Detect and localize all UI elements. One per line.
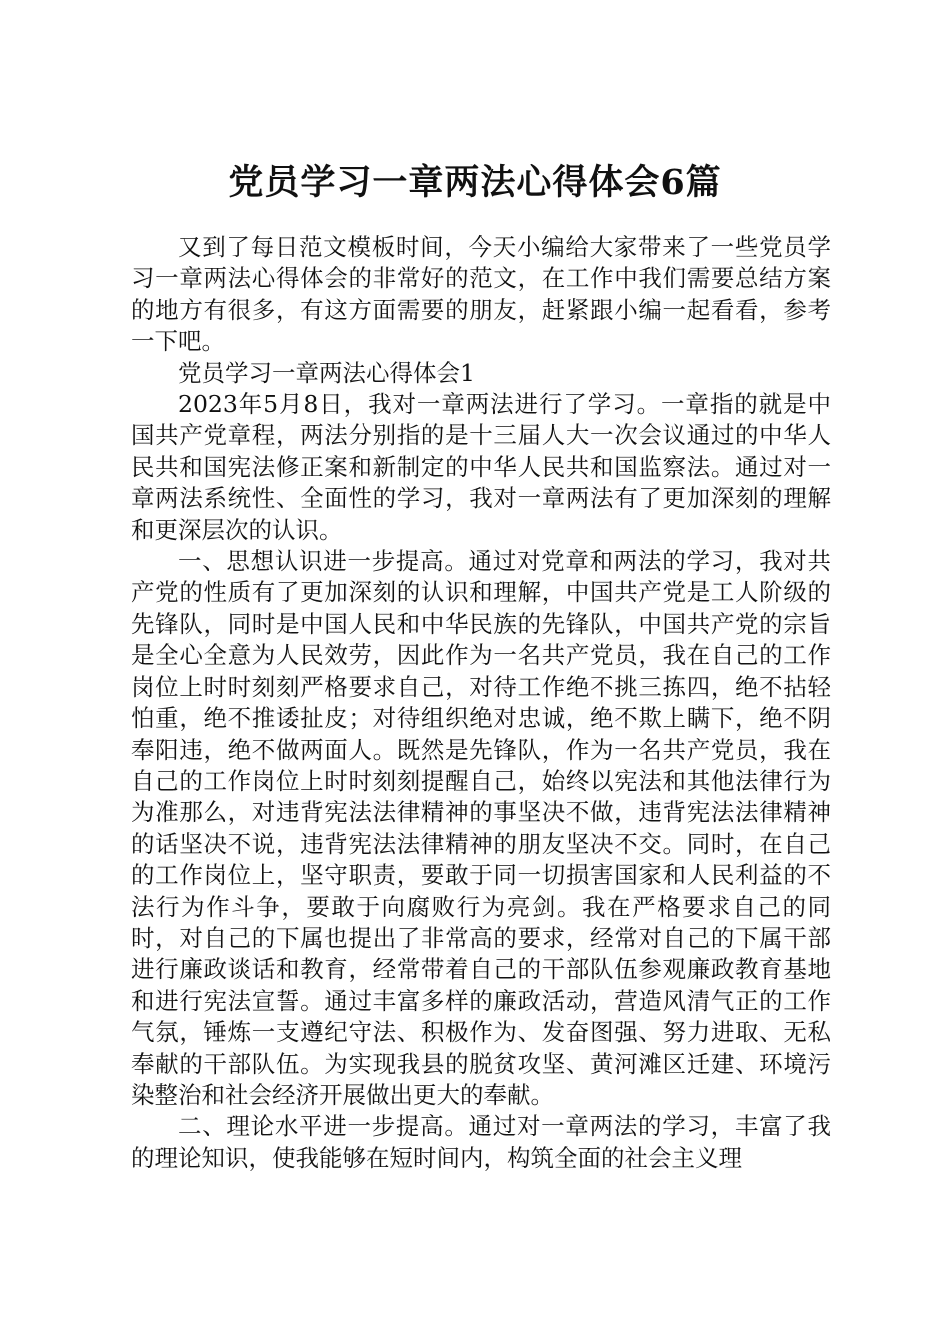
section-heading: 党员学习一章两法心得体会1 [178,358,475,387]
body-paragraph: 二、理论水平进一步提高。通过对一章两法的学习，丰富了我的理论知识，使我能够在短时间内，构筑全面的社会主义理 [131,1112,831,1172]
intro-paragraph: 又到了每日范文模板时间，今天小编给大家带来了一些党员学习一章两法心得体会的非常好的范文，在工作中我们需要总结方案的地方有很多，有这方面需要的朋友，赶紧跟小编一起看看，参考一下吧。 [131,233,831,356]
body-paragraph: 一、思想认识进一步提高。通过对党章和两法的学习，我对共产党的性质有了更加深刻的认识和理解，中国共产党是工人阶级的先锋队，同时是中国人民和中华民族的先锋队，中国共产党的宗旨是全心全意为人民效劳，因此作为一名共产党员，我在自己的工作岗位上时时刻刻严格要求自己，对待工作绝不挑三拣四，绝不拈轻怕重，绝不推诿扯皮；对待组织绝对忠诚，绝不欺上瞒下，绝不阴奉阳违，绝不做两面人。既然是先锋队，作为一名共产党员，我在自己的工作岗位上时时刻刻提醒自己，始终以宪法和其他法律行为为准那么，对违背宪法法律精神的事坚决不做，违背宪法法律精神的话坚决不说，违背宪法法律精神的朋友坚决不交。同时，在自己的工作岗位上，坚守职责，要敢于同一切损害国家和人民利益的不法行为作斗争，要敢于向腐败行为亮剑。我在严格要求自己的同时，对自己的下属也提出了非常高的要求，经常对自己的下属干部进行廉政谈话和教育，经常带着自己的干部队伍参观廉政教育基地和进行宪法宣誓。通过丰富多样的廉政活动，营造风清气正的工作气氛，锤炼一支遵纪守法、积极作为、发奋图强、努力进取、无私奉献的干部队伍。为实现我县的脱贫攻坚、黄河滩区迁建、环境污染整治和社会经济开展做出更大的奉献。 [131,547,831,1109]
document-body [131,232,831,1174]
document-title: 党员学习一章两法心得体会6篇 [228,162,722,203]
body-paragraph: 2023年5月8日，我对一章两法进行了学习。一章指的就是中国共产党章程，两法分别指的是十三届人大一次会议通过的中华人民共和国宪法修正案和新制定的中华人民共和国监察法。通过对一章两法系统性、全面性的学习，我对一章两法有了更加深刻的理解和更深层次的认识。 [131,390,831,544]
